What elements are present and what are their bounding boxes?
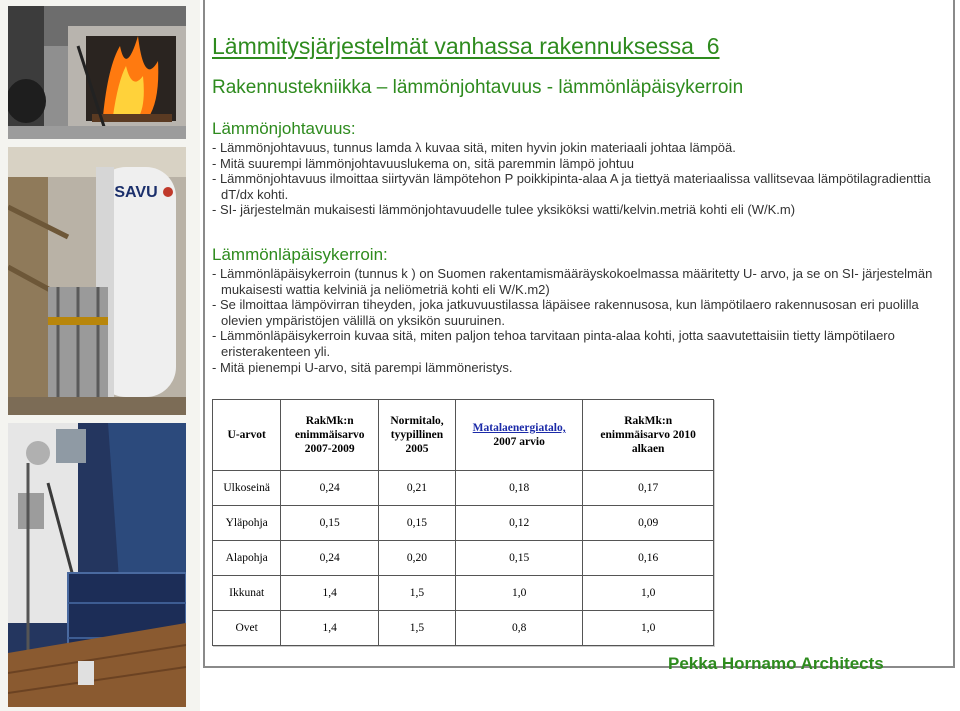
- table-cell: 1,0: [583, 611, 714, 646]
- low-energy-house-link[interactable]: Matalaenergiatalo,: [472, 422, 566, 434]
- heating-pipes-photo: [8, 423, 186, 707]
- table-cell: 1,0: [455, 576, 582, 611]
- table-cell: 0,24: [281, 541, 379, 576]
- table-cell: 0,16: [583, 541, 714, 576]
- bullet-text: - Lämmönläpäisykerroin kuvaa sitä, miten paljon tehoa tarvitaan pinta-alaa kohti, jotta saavutettaisiin tietty lämpötilaero eristerakenteen yli.: [212, 328, 895, 359]
- section-heading: Lämmönjohtavuus:: [212, 119, 356, 138]
- table-cell: 0,12: [455, 506, 582, 541]
- bullet-text: - Lämmönjohtavuus ilmoittaa siirtyvän lämpötehon P poikkipinta-alaa A ja tiettyä materiaalissa vallitsevaa lämpötilagradienttia dT/dx kohti.: [212, 171, 931, 202]
- section-thermal-conductivity: [212, 119, 942, 218]
- table-header-cell: [379, 400, 456, 471]
- table-row: [213, 506, 714, 541]
- table-cell: 1,5: [379, 576, 456, 611]
- bullet-text: - SI- järjestelmän mukaisesti lämmönjohtavuudelle tulee yksiköksi watti/kelvin.metriä kohti eli (W/K.m): [212, 202, 796, 218]
- table-cell: 0,8: [455, 611, 582, 646]
- table-cell: 0,09: [583, 506, 714, 541]
- section-heading: Lämmönläpäisykerroin:: [212, 245, 388, 264]
- table-cell: 0,21: [379, 471, 456, 506]
- section-u-value: [212, 245, 942, 375]
- table-cell: Ikkunat: [213, 576, 281, 611]
- table-cell: Ulkoseinä: [213, 471, 281, 506]
- table-cell: Ovet: [213, 611, 281, 646]
- bullet-text: - Lämmönjohtavuus, tunnus lamda λ kuvaa sitä, miten hyvin jokin materiaali johtaa lämpöä.: [212, 140, 736, 155]
- table-cell: 1,4: [281, 611, 379, 646]
- page-subtitle: Rakennustekniikka – lämmönjohtavuus - lämmönläpäisykerroin: [212, 77, 744, 98]
- table-cell: 0,24: [281, 471, 379, 506]
- header-line: RakMk:n: [624, 415, 673, 427]
- table-cell: 0,20: [379, 541, 456, 576]
- bullet-text: - Mitä suurempi lämmönjohtavuuslukema on, sitä paremmin lämpö johtuu: [212, 155, 634, 171]
- table-row: [213, 541, 714, 576]
- header-line: 2007-2009: [304, 443, 355, 455]
- table-cell: Alapohja: [213, 541, 281, 576]
- boiler-brand-label: SAVU: [114, 184, 158, 201]
- footer-credit: Pekka Hornamo Architects: [668, 654, 884, 673]
- bullet-text: - Mitä pienempi U-arvo, sitä parempi lämmöneristys.: [212, 359, 513, 375]
- table-cell: 1,0: [583, 576, 714, 611]
- table-row: [213, 611, 714, 646]
- table-row: [213, 471, 714, 506]
- header-line: 2007 arvio: [493, 436, 545, 448]
- header-line: RakMk:n: [305, 415, 354, 427]
- fireplace-photo: [8, 6, 186, 139]
- u-value-table: [212, 399, 714, 646]
- table-cell: 0,18: [455, 471, 582, 506]
- table-cell: 0,17: [583, 471, 714, 506]
- header-line: alkaen: [631, 443, 665, 455]
- page-title: Lämmitysjärjestelmät vanhassa rakennuksessa 6: [212, 33, 720, 59]
- table-cell: 1,5: [379, 611, 456, 646]
- table-header-cell: [583, 400, 714, 471]
- boiler-room-photo: [8, 147, 186, 415]
- bullet-text: - Lämmönläpäisykerroin (tunnus k ) on Suomen rakentamismääräyskokoelmassa määritetty U- arvo, ja se on SI- järjestelmän mukaisesti wattia kelviniä ja neliömetriä kohti eli W/K.m2): [212, 266, 933, 297]
- table-row: [213, 576, 714, 611]
- table-cell: 0,15: [281, 506, 379, 541]
- table-cell: 0,15: [455, 541, 582, 576]
- header-line: tyypillinen: [390, 429, 444, 441]
- table-cell: Yläpohja: [213, 506, 281, 541]
- header-line: 2005: [405, 443, 429, 455]
- table-header-row: [213, 400, 714, 471]
- table-header-cell: [281, 400, 379, 471]
- header-line: enimmäisarvo: [294, 429, 365, 441]
- table-cell: 0,15: [379, 506, 456, 541]
- table-cell: 1,4: [281, 576, 379, 611]
- table-header-cell: U-arvot: [213, 400, 281, 471]
- table-header-cell: [455, 400, 582, 471]
- photo-strip: [0, 0, 200, 711]
- bullet-text: - Se ilmoittaa lämpövirran tiheyden, joka jatkuvuustilassa läpäisee rakennusosa, kun lämpötilaero rakennusosan eri puolilla olevien ympäristöjen välillä on yksikön suuruinen.: [212, 297, 919, 328]
- header-line: enimmäisarvo 2010: [600, 429, 696, 441]
- header-line: Normitalo,: [390, 415, 444, 427]
